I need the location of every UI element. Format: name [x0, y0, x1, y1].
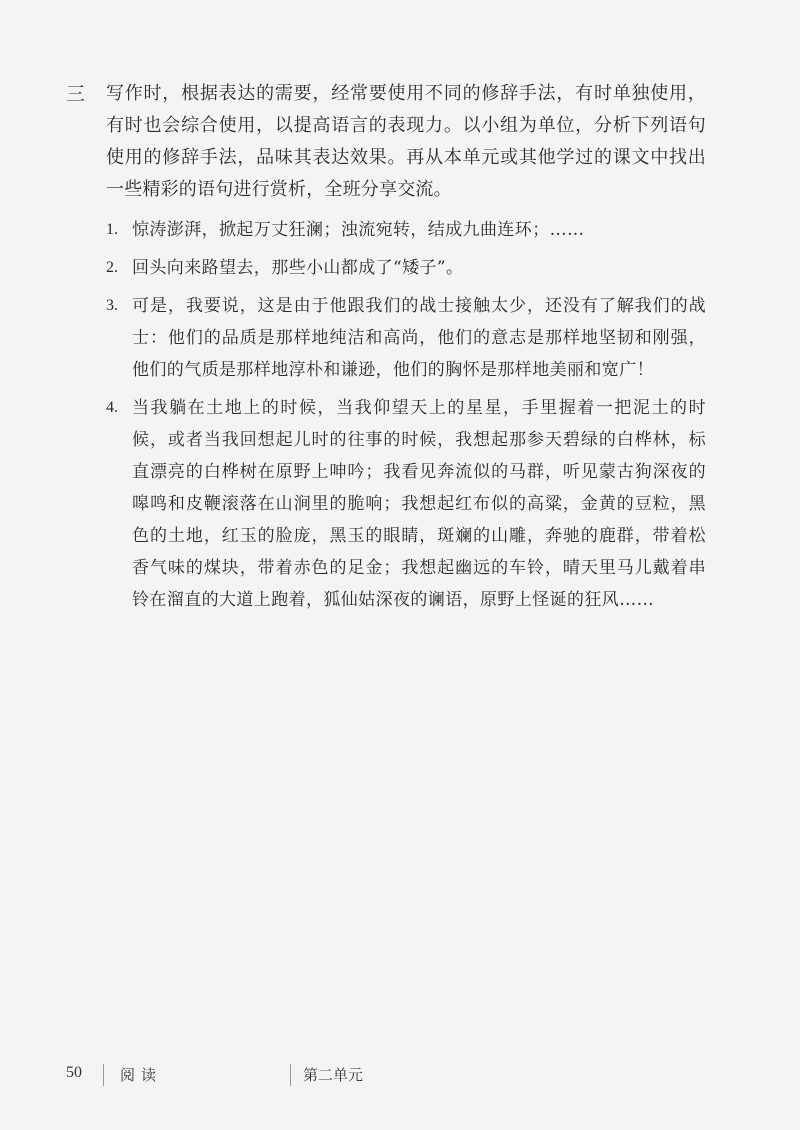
sentence-list — [66, 214, 706, 616]
exercise-instruction: 写作时，根据表达的需要，经常要使用不同的修辞手法，有时单独使用，有时也会综合使用，以提高语言的表现力。以小组为单位，分析下列语句使用的修辞手法，品味其表达效果。再从本单元或其他学过的课文中找出一些精彩的语句进行赏析，全班分享交流。 — [106, 83, 706, 200]
exercise-header — [66, 78, 706, 206]
list-item — [106, 392, 706, 616]
page-number: 50 — [66, 1064, 82, 1081]
exercise-section — [66, 78, 706, 622]
list-item — [106, 252, 706, 284]
footer-part-label: 阅读 — [120, 1066, 163, 1084]
item-number: 1. — [106, 221, 118, 238]
item-text: 回头向来路望去，那些小山都成了“矮子”。 — [132, 258, 464, 278]
item-number: 2. — [106, 259, 118, 276]
list-item — [106, 214, 706, 246]
item-number: 3. — [106, 297, 118, 314]
item-text: 可是，我要说，这是由于他跟我们的战士接触太少，还没有了解我们的战士：他们的品质是那样地纯洁和高尚，他们的意志是那样地坚韧和刚强，他们的气质是那样地淳朴和谦逊，他们的胸怀是那样地美丽和宽广！ — [132, 296, 706, 380]
item-text: 当我躺在土地上的时候，当我仰望天上的星星，手里握着一把泥土的时候，或者当我回想起儿时的往事的时候，我想起那参天碧绿的白桦林，标直漂亮的白桦树在原野上呻吟；我看见奔流似的马群，听见蒙古狗深夜的嗥鸣和皮鞭滚落在山涧里的脆响；我想起红布似的高粱，金黄的豆粒，黑色的土地，红玉的脸庞，黑玉的眼睛，斑斓的山雕，奔驰的鹿群，带着松香气味的煤块，带着赤色的足金；我想起幽远的车铃，晴天里马儿戴着串铃在溜直的大道上跑着，狐仙姑深夜的谰语，原野上怪诞的狂风…… — [132, 398, 706, 610]
footer-divider — [103, 1064, 104, 1086]
list-item — [106, 290, 706, 386]
page-footer — [66, 1060, 706, 1090]
item-text: 惊涛澎湃，掀起万丈狂澜；浊流宛转，结成九曲连环；…… — [132, 220, 585, 240]
footer-divider — [290, 1064, 291, 1086]
exercise-number: 三 — [66, 83, 86, 105]
footer-unit-label: 第二单元 — [303, 1066, 364, 1084]
item-number: 4. — [106, 399, 118, 416]
